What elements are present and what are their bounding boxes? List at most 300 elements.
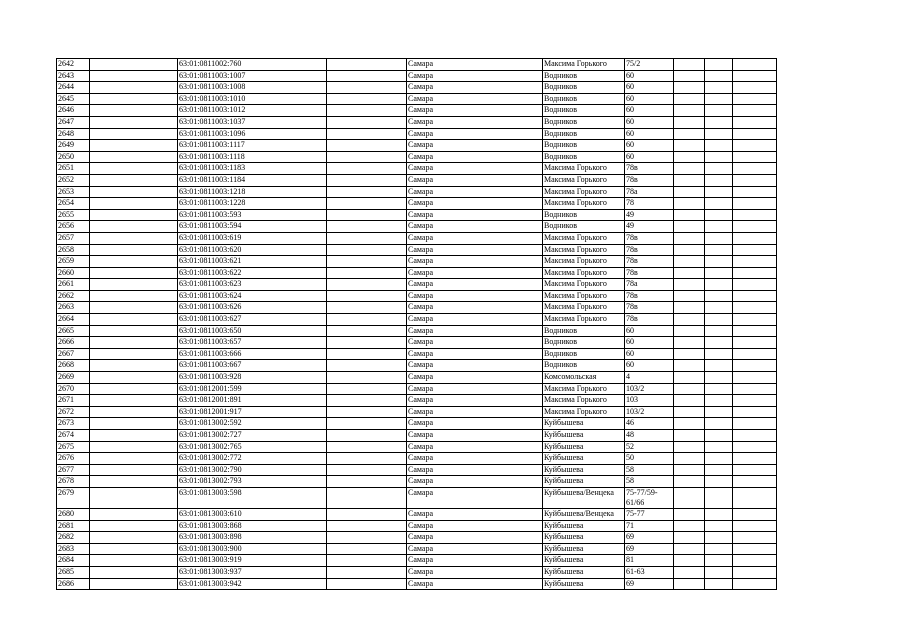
house-number-cell: 78в <box>625 256 674 268</box>
cadastral-number-cell: 63:01:0812001:599 <box>178 383 327 395</box>
house-number-cell: 60 <box>625 70 674 82</box>
empty-cell <box>705 418 733 430</box>
city-cell: Самара <box>407 360 543 372</box>
empty-cell <box>327 566 407 578</box>
cadastral-number-cell: 63:01:0813002:772 <box>178 453 327 465</box>
table-row <box>57 128 777 140</box>
city-cell: Самара <box>407 186 543 198</box>
empty-cell <box>705 508 733 520</box>
row-number-cell: 2652 <box>57 174 90 186</box>
city-cell: Самара <box>407 372 543 384</box>
cadastral-number-cell: 63:01:0813002:765 <box>178 441 327 453</box>
empty-cell <box>90 256 178 268</box>
house-number-cell: 78а <box>625 186 674 198</box>
empty-cell <box>674 337 705 349</box>
empty-cell <box>733 372 777 384</box>
empty-cell <box>327 325 407 337</box>
empty-cell <box>90 232 178 244</box>
empty-cell <box>733 198 777 210</box>
empty-cell <box>733 105 777 117</box>
empty-cell <box>327 290 407 302</box>
empty-cell <box>705 198 733 210</box>
empty-cell <box>705 441 733 453</box>
table-row <box>57 186 777 198</box>
empty-cell <box>705 59 733 71</box>
house-number-cell: 78а <box>625 279 674 291</box>
empty-cell <box>90 464 178 476</box>
empty-cell <box>674 395 705 407</box>
empty-cell <box>327 70 407 82</box>
empty-cell <box>705 128 733 140</box>
empty-cell <box>327 372 407 384</box>
street-cell: Водников <box>543 70 625 82</box>
empty-cell <box>733 82 777 94</box>
row-number-cell: 2643 <box>57 70 90 82</box>
city-cell: Самара <box>407 59 543 71</box>
street-cell: Максима Горького <box>543 232 625 244</box>
city-cell: Самара <box>407 464 543 476</box>
empty-cell <box>327 209 407 221</box>
cadastral-number-cell: 63:01:0813002:790 <box>178 464 327 476</box>
empty-cell <box>90 314 178 326</box>
empty-cell <box>733 337 777 349</box>
empty-cell <box>705 279 733 291</box>
street-cell: Максима Горького <box>543 174 625 186</box>
row-number-cell: 2671 <box>57 395 90 407</box>
empty-cell <box>674 221 705 233</box>
city-cell: Самара <box>407 383 543 395</box>
house-number-cell: 103/2 <box>625 406 674 418</box>
house-number-cell: 69 <box>625 543 674 555</box>
empty-cell <box>90 441 178 453</box>
empty-cell <box>327 441 407 453</box>
empty-cell <box>674 314 705 326</box>
cadastral-number-cell: 63:01:0811003:627 <box>178 314 327 326</box>
empty-cell <box>674 93 705 105</box>
empty-cell <box>327 532 407 544</box>
empty-cell <box>327 59 407 71</box>
empty-cell <box>674 418 705 430</box>
empty-cell <box>674 267 705 279</box>
table-row <box>57 532 777 544</box>
city-cell: Самара <box>407 555 543 567</box>
empty-cell <box>674 232 705 244</box>
table-row <box>57 555 777 567</box>
row-number-cell: 2686 <box>57 578 90 590</box>
empty-cell <box>90 372 178 384</box>
house-number-cell: 78 <box>625 198 674 210</box>
empty-cell <box>705 140 733 152</box>
empty-cell <box>674 543 705 555</box>
city-cell: Самара <box>407 267 543 279</box>
city-cell: Самара <box>407 279 543 291</box>
table-row <box>57 418 777 430</box>
empty-cell <box>674 256 705 268</box>
row-number-cell: 2662 <box>57 290 90 302</box>
cadastral-number-cell: 63:01:0811003:1012 <box>178 105 327 117</box>
empty-cell <box>327 151 407 163</box>
empty-cell <box>674 578 705 590</box>
row-number-cell: 2682 <box>57 532 90 544</box>
empty-cell <box>674 186 705 198</box>
street-cell: Куйбышева <box>543 430 625 442</box>
street-cell: Водников <box>543 337 625 349</box>
empty-cell <box>733 59 777 71</box>
cadastral-number-cell: 63:01:0811003:667 <box>178 360 327 372</box>
empty-cell <box>327 82 407 94</box>
street-cell: Максима Горького <box>543 383 625 395</box>
cadastral-number-cell: 63:01:0813003:598 <box>178 487 327 508</box>
table-row <box>57 93 777 105</box>
empty-cell <box>733 578 777 590</box>
empty-cell <box>90 453 178 465</box>
empty-cell <box>733 555 777 567</box>
empty-cell <box>90 116 178 128</box>
house-number-cell: 48 <box>625 430 674 442</box>
empty-cell <box>90 267 178 279</box>
house-number-cell: 60 <box>625 116 674 128</box>
row-number-cell: 2656 <box>57 221 90 233</box>
empty-cell <box>733 290 777 302</box>
empty-cell <box>674 209 705 221</box>
empty-cell <box>705 116 733 128</box>
house-number-cell: 49 <box>625 221 674 233</box>
empty-cell <box>327 395 407 407</box>
table-row <box>57 302 777 314</box>
row-number-cell: 2660 <box>57 267 90 279</box>
empty-cell <box>90 487 178 508</box>
table-row <box>57 256 777 268</box>
city-cell: Самара <box>407 395 543 407</box>
city-cell: Самара <box>407 487 543 508</box>
empty-cell <box>327 256 407 268</box>
table-row <box>57 464 777 476</box>
row-number-cell: 2658 <box>57 244 90 256</box>
table-row <box>57 406 777 418</box>
street-cell: Максима Горького <box>543 290 625 302</box>
empty-cell <box>327 279 407 291</box>
row-number-cell: 2657 <box>57 232 90 244</box>
empty-cell <box>733 267 777 279</box>
city-cell: Самара <box>407 314 543 326</box>
cadastral-number-cell: 63:01:0811003:619 <box>178 232 327 244</box>
empty-cell <box>674 302 705 314</box>
table-row <box>57 290 777 302</box>
cadastral-number-cell: 63:01:0813003:898 <box>178 532 327 544</box>
cadastral-number-cell: 63:01:0813002:793 <box>178 476 327 488</box>
cadastral-number-cell: 63:01:0811003:623 <box>178 279 327 291</box>
empty-cell <box>90 360 178 372</box>
house-number-cell: 81 <box>625 555 674 567</box>
table-row <box>57 372 777 384</box>
empty-cell <box>705 151 733 163</box>
empty-cell <box>674 372 705 384</box>
empty-cell <box>327 105 407 117</box>
empty-cell <box>90 578 178 590</box>
empty-cell <box>674 532 705 544</box>
house-number-cell: 103/2 <box>625 383 674 395</box>
empty-cell <box>327 430 407 442</box>
street-cell: Водников <box>543 325 625 337</box>
empty-cell <box>90 70 178 82</box>
empty-cell <box>733 406 777 418</box>
house-number-cell: 60 <box>625 82 674 94</box>
table-row <box>57 453 777 465</box>
empty-cell <box>90 395 178 407</box>
street-cell: Максима Горького <box>543 198 625 210</box>
house-number-cell: 69 <box>625 578 674 590</box>
street-cell: Водников <box>543 128 625 140</box>
empty-cell <box>90 198 178 210</box>
house-number-cell: 78в <box>625 302 674 314</box>
empty-cell <box>674 140 705 152</box>
empty-cell <box>90 59 178 71</box>
empty-cell <box>733 476 777 488</box>
empty-cell <box>705 464 733 476</box>
house-number-cell: 58 <box>625 464 674 476</box>
street-cell: Максима Горького <box>543 256 625 268</box>
table-row <box>57 209 777 221</box>
house-number-cell: 52 <box>625 441 674 453</box>
city-cell: Самара <box>407 418 543 430</box>
cadastral-number-cell: 63:01:0813002:592 <box>178 418 327 430</box>
table-row <box>57 221 777 233</box>
row-number-cell: 2646 <box>57 105 90 117</box>
house-number-cell: 75-77 <box>625 508 674 520</box>
empty-cell <box>705 314 733 326</box>
table-row <box>57 337 777 349</box>
table-row <box>57 441 777 453</box>
table-row <box>57 487 777 508</box>
empty-cell <box>90 337 178 349</box>
cadastral-number-cell: 63:01:0811003:624 <box>178 290 327 302</box>
empty-cell <box>90 325 178 337</box>
empty-cell <box>327 360 407 372</box>
empty-cell <box>327 383 407 395</box>
city-cell: Самара <box>407 508 543 520</box>
empty-cell <box>705 476 733 488</box>
house-number-cell: 58 <box>625 476 674 488</box>
empty-cell <box>674 566 705 578</box>
empty-cell <box>705 520 733 532</box>
cadastral-number-cell: 63:01:0811003:1037 <box>178 116 327 128</box>
empty-cell <box>327 232 407 244</box>
empty-cell <box>674 163 705 175</box>
street-cell: Максима Горького <box>543 163 625 175</box>
row-number-cell: 2679 <box>57 487 90 508</box>
empty-cell <box>90 151 178 163</box>
house-number-cell: 60 <box>625 128 674 140</box>
empty-cell <box>705 209 733 221</box>
street-cell: Максима Горького <box>543 395 625 407</box>
city-cell: Самара <box>407 116 543 128</box>
table-row <box>57 383 777 395</box>
empty-cell <box>733 279 777 291</box>
cadastral-number-cell: 63:01:0813003:610 <box>178 508 327 520</box>
city-cell: Самара <box>407 453 543 465</box>
cadastral-number-cell: 63:01:0811003:1184 <box>178 174 327 186</box>
table-body <box>57 59 777 590</box>
cadastral-number-cell: 63:01:0813003:942 <box>178 578 327 590</box>
empty-cell <box>733 302 777 314</box>
empty-cell <box>733 186 777 198</box>
empty-cell <box>674 290 705 302</box>
empty-cell <box>733 487 777 508</box>
row-number-cell: 2673 <box>57 418 90 430</box>
street-cell: Куйбышева <box>543 555 625 567</box>
property-table <box>56 58 777 590</box>
empty-cell <box>327 198 407 210</box>
empty-cell <box>705 290 733 302</box>
street-cell: Куйбышева <box>543 520 625 532</box>
empty-cell <box>733 128 777 140</box>
cadastral-number-cell: 63:01:0811003:650 <box>178 325 327 337</box>
empty-cell <box>674 508 705 520</box>
empty-cell <box>327 348 407 360</box>
empty-cell <box>733 360 777 372</box>
empty-cell <box>327 578 407 590</box>
empty-cell <box>674 430 705 442</box>
street-cell: Куйбышева <box>543 578 625 590</box>
row-number-cell: 2655 <box>57 209 90 221</box>
empty-cell <box>705 244 733 256</box>
row-number-cell: 2648 <box>57 128 90 140</box>
table-row <box>57 105 777 117</box>
empty-cell <box>674 105 705 117</box>
cadastral-number-cell: 63:01:0811003:1010 <box>178 93 327 105</box>
street-cell: Водников <box>543 151 625 163</box>
empty-cell <box>674 70 705 82</box>
empty-cell <box>674 279 705 291</box>
empty-cell <box>705 453 733 465</box>
house-number-cell: 50 <box>625 453 674 465</box>
row-number-cell: 2685 <box>57 566 90 578</box>
house-number-cell: 4 <box>625 372 674 384</box>
empty-cell <box>327 520 407 532</box>
empty-cell <box>674 453 705 465</box>
empty-cell <box>733 395 777 407</box>
street-cell: Максима Горького <box>543 59 625 71</box>
empty-cell <box>90 128 178 140</box>
empty-cell <box>674 151 705 163</box>
city-cell: Самара <box>407 232 543 244</box>
house-number-cell: 75/2 <box>625 59 674 71</box>
empty-cell <box>674 406 705 418</box>
row-number-cell: 2684 <box>57 555 90 567</box>
table-row <box>57 232 777 244</box>
empty-cell <box>733 209 777 221</box>
city-cell: Самара <box>407 302 543 314</box>
empty-cell <box>90 430 178 442</box>
empty-cell <box>705 543 733 555</box>
city-cell: Самара <box>407 325 543 337</box>
city-cell: Самара <box>407 430 543 442</box>
empty-cell <box>733 232 777 244</box>
table-row <box>57 82 777 94</box>
city-cell: Самара <box>407 82 543 94</box>
empty-cell <box>705 578 733 590</box>
cadastral-number-cell: 63:01:0811003:1118 <box>178 151 327 163</box>
house-number-cell: 78в <box>625 244 674 256</box>
house-number-cell: 60 <box>625 325 674 337</box>
empty-cell <box>327 116 407 128</box>
house-number-cell: 60 <box>625 348 674 360</box>
empty-cell <box>674 555 705 567</box>
empty-cell <box>733 221 777 233</box>
house-number-cell: 60 <box>625 93 674 105</box>
empty-cell <box>705 383 733 395</box>
street-cell: Куйбышева <box>543 476 625 488</box>
empty-cell <box>90 520 178 532</box>
house-number-cell: 60 <box>625 360 674 372</box>
empty-cell <box>674 325 705 337</box>
table-row <box>57 578 777 590</box>
empty-cell <box>705 555 733 567</box>
empty-cell <box>733 453 777 465</box>
empty-cell <box>733 140 777 152</box>
house-number-cell: 78в <box>625 232 674 244</box>
empty-cell <box>90 566 178 578</box>
empty-cell <box>733 244 777 256</box>
row-number-cell: 2678 <box>57 476 90 488</box>
table-row <box>57 174 777 186</box>
row-number-cell: 2663 <box>57 302 90 314</box>
city-cell: Самара <box>407 348 543 360</box>
house-number-cell: 78в <box>625 314 674 326</box>
empty-cell <box>674 348 705 360</box>
empty-cell <box>327 543 407 555</box>
empty-cell <box>705 82 733 94</box>
table-row <box>57 140 777 152</box>
empty-cell <box>733 256 777 268</box>
cadastral-number-cell: 63:01:0813003:868 <box>178 520 327 532</box>
cadastral-number-cell: 63:01:0811003:1008 <box>178 82 327 94</box>
empty-cell <box>733 163 777 175</box>
cadastral-number-cell: 63:01:0811003:1218 <box>178 186 327 198</box>
empty-cell <box>327 93 407 105</box>
empty-cell <box>327 302 407 314</box>
empty-cell <box>705 221 733 233</box>
house-number-cell: 69 <box>625 532 674 544</box>
empty-cell <box>733 314 777 326</box>
row-number-cell: 2653 <box>57 186 90 198</box>
empty-cell <box>90 221 178 233</box>
empty-cell <box>733 348 777 360</box>
empty-cell <box>674 441 705 453</box>
street-cell: Куйбышева <box>543 532 625 544</box>
table-row <box>57 59 777 71</box>
street-cell: Водников <box>543 105 625 117</box>
street-cell: Куйбышева <box>543 543 625 555</box>
empty-cell <box>90 383 178 395</box>
table-row <box>57 566 777 578</box>
empty-cell <box>90 418 178 430</box>
table-row <box>57 543 777 555</box>
empty-cell <box>674 464 705 476</box>
city-cell: Самара <box>407 476 543 488</box>
empty-cell <box>327 186 407 198</box>
street-cell: Максима Горького <box>543 244 625 256</box>
empty-cell <box>327 337 407 349</box>
cadastral-number-cell: 63:01:0813003:937 <box>178 566 327 578</box>
empty-cell <box>705 232 733 244</box>
empty-cell <box>674 360 705 372</box>
row-number-cell: 2659 <box>57 256 90 268</box>
empty-cell <box>90 279 178 291</box>
street-cell: Водников <box>543 360 625 372</box>
city-cell: Самара <box>407 209 543 221</box>
empty-cell <box>733 383 777 395</box>
